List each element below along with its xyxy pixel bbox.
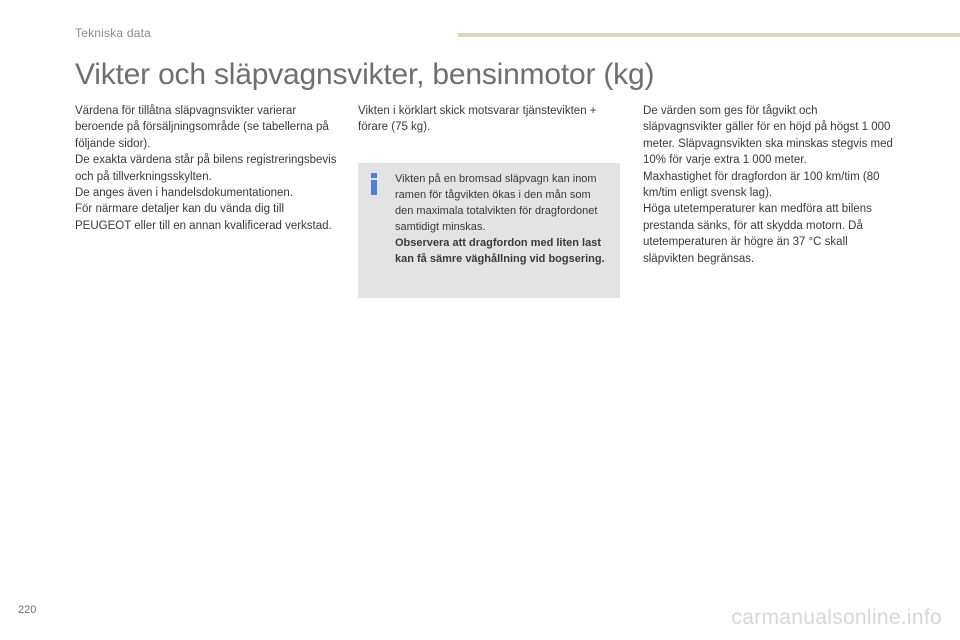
page-number: 220 xyxy=(18,604,37,616)
middle-paragraph: Vikten i körklart skick motsvarar tjänstevikten + förare (75 kg). xyxy=(358,105,597,134)
right-column xyxy=(643,103,893,267)
info-paragraph: Vikten på en bromsad släpvagn kan inom ramen för tågvikten ökas i den mån som den maximala totalvikten för dragfordonet samtidigt minskas. xyxy=(395,173,598,233)
left-paragraph: För närmare detaljer kan du vända dig till PEUGEOT eller till en annan kvalificerad verkstad. xyxy=(75,203,332,232)
left-paragraph: Värdena för tillåtna släpvagnsvikter varierar beroende på försäljningsområde (se tabellerna på följande sidor). xyxy=(75,105,329,150)
right-paragraph: Höga utetemperaturer kan medföra att bilens prestanda sänks, för att skydda motorn. Då utetemperaturen är högre än 37 °C skall släpvikten begränsas. xyxy=(643,203,872,265)
info-text xyxy=(395,171,610,267)
middle-column xyxy=(358,103,623,136)
page-title: Vikter och släpvagnsvikter, bensinmotor (kg) xyxy=(75,58,655,91)
section-label: Tekniska data xyxy=(75,26,151,40)
watermark: carmanualsonline.info xyxy=(731,606,942,629)
info-warning: Observera att dragfordon med liten last kan få sämre väghållning vid bogsering. xyxy=(395,237,605,265)
info-box xyxy=(358,163,620,298)
info-icon xyxy=(368,173,380,195)
header-rule xyxy=(458,33,960,37)
right-paragraph: Maxhastighet för dragfordon är 100 km/tim (80 km/tim enligt svensk lag). xyxy=(643,170,880,200)
left-paragraph: De anges även i handelsdokumentationen. xyxy=(75,187,294,200)
right-paragraph: De värden som ges för tågvikt och släpvagnsvikter gäller för en höjd på högst 1 000 meter. Släpvagnsvikten ska minskas stegvis med 10% för varje extra 1 000 meter. xyxy=(643,105,893,167)
left-paragraph: De exakta värdena står på bilens registreringsbevis och på tillverkningsskylten. xyxy=(75,154,337,183)
left-column xyxy=(75,103,340,234)
